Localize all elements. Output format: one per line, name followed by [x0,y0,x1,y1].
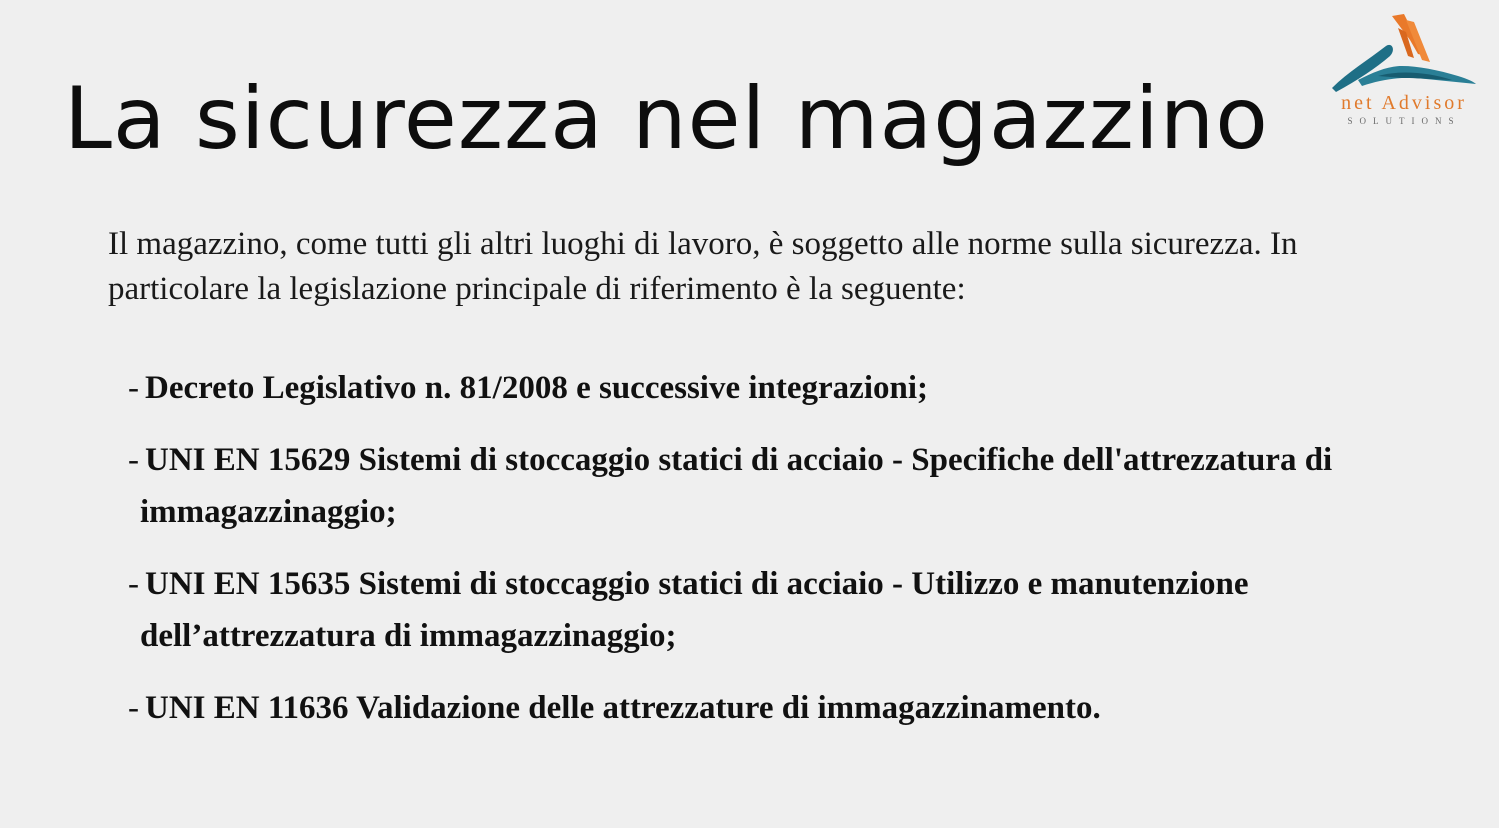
reference-item [128,434,1368,538]
list-dash: - [128,690,139,726]
references-list [128,362,1368,754]
list-dash: - [128,442,139,478]
reference-item [128,682,1368,734]
reference-text: UNI EN 15635 Sistemi di stoccaggio statici di acciaio - Utilizzo e manutenzione dell’attrezzatura di immagazzinaggio; [140,566,1249,654]
page-title: La sicurezza nel magazzino [64,69,1269,169]
reference-item [128,362,1368,414]
list-dash: - [128,566,139,602]
reference-text: Decreto Legislativo n. 81/2008 e successive integrazioni; [145,370,928,406]
reference-item [128,558,1368,662]
logo-name: net Advisor [1341,92,1467,114]
logo-subtitle: SOLUTIONS [1347,116,1461,126]
mountain-brushstroke-logo-icon [1318,10,1490,94]
company-logo [1318,10,1490,130]
intro-paragraph: Il magazzino, come tutti gli altri luoghi di lavoro, è soggetto alle norme sulla sicurezza. In particolare la legislazione principale di riferimento è la seguente: [108,226,1298,307]
reference-text: UNI EN 15629 Sistemi di stoccaggio statici di acciaio - Specifiche dell'attrezzatura di immagazzinaggio; [140,442,1333,530]
reference-text: UNI EN 11636 Validazione delle attrezzature di immagazzinamento. [145,690,1101,726]
list-dash: - [128,370,139,406]
